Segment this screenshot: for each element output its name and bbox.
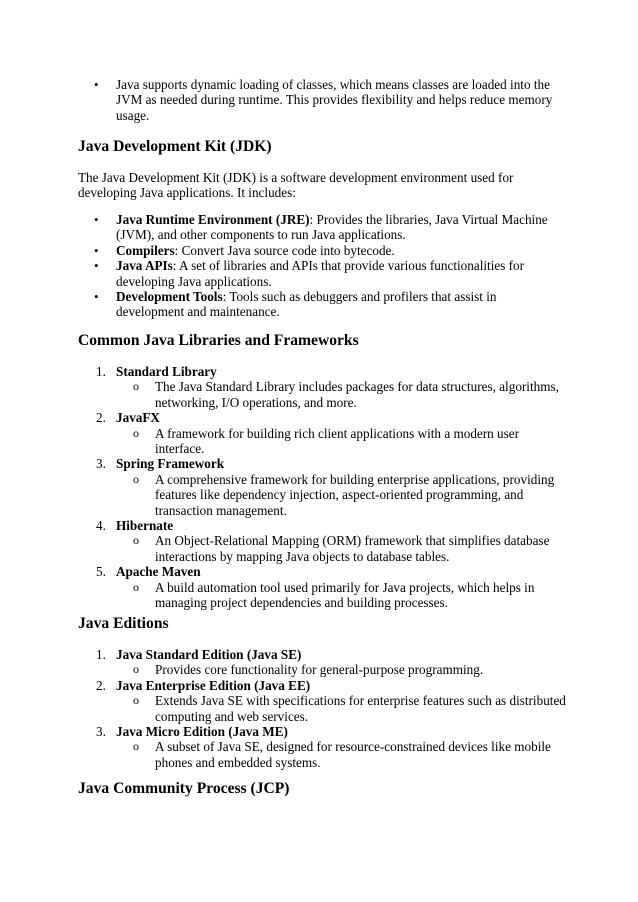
list-item [0,410,638,425]
sub-list-item [0,693,638,724]
list-item [0,518,638,533]
list-item-title: Spring Framework [116,456,225,472]
list-number: 3. [96,456,106,472]
list-number: 1. [96,647,106,662]
sub-item-text: Provides core functionality for general-purpose programming. [155,662,484,678]
sub-bullet-icon: o [133,579,139,594]
list-item [0,212,638,243]
list-item-title: Java Standard Edition (Java SE) [116,647,302,662]
list-number: 2. [96,677,106,693]
bullet-icon: • [94,258,99,274]
term: Development Tools [116,289,223,305]
section-heading-jcp: Java Community Process (JCP) [78,780,290,797]
sub-bullet-icon: o [133,379,139,394]
sub-list-item [0,580,638,611]
bullet-text: Java supports dynamic loading of classes, which means classes are loaded into the JVM as needed during runtime. This provides flexibility and helps reduce memory usage. [116,77,553,123]
sub-item-text: A comprehensive framework for building enterprise applications, providing features like dependency injection, aspect-oriented programming, and transaction management. [155,471,555,518]
sub-list-item [0,472,638,518]
list-item [0,456,638,471]
list-number: 3. [96,724,106,740]
list-number: 5. [96,564,106,580]
sub-item-text: A framework for building rich client applications with a modern user interface. [155,425,520,457]
term-desc: : A set of libraries and APIs that provide various functionalities for developing Java applications. [116,258,525,289]
sub-list-item [0,379,638,410]
list-number: 4. [96,518,106,534]
list-item-title: JavaFX [116,410,160,426]
term-desc: : Convert Java source code into bytecode. [174,242,395,258]
list-item [0,678,638,693]
bullet-icon: • [94,212,99,227]
jdk-bullet-list [0,212,638,320]
intro-bullet-list [0,77,638,123]
term-desc: : Tools such as debuggers and profilers that assist in development and maintenance. [116,289,497,320]
list-item [0,647,638,662]
jdk-paragraph: The Java Development Kit (JDK) is a software development environment used for developing Java applications. It includes: [78,170,514,201]
list-item [0,289,638,320]
sub-list-item [0,533,638,564]
list-item [0,364,638,379]
bullet-icon: • [94,289,99,305]
list-item [0,258,638,289]
list-item-title: Standard Library [116,364,217,379]
section-heading-editions: Java Editions [78,615,169,632]
libraries-ordered-list [0,364,638,611]
section-heading-libraries: Common Java Libraries and Frameworks [78,332,359,349]
list-number: 2. [96,410,106,426]
list-item-title: Java Micro Edition (Java ME) [116,724,288,740]
sub-bullet-icon: o [133,739,139,754]
sub-list-item [0,662,638,677]
list-item-title: Hibernate [116,518,174,534]
term-desc: : Provides the libraries, Java Virtual Machine (JVM), and other components to run Java applications. [116,212,548,243]
editions-ordered-list [0,647,638,770]
term: Compilers [116,242,175,258]
list-item [0,243,638,258]
sub-bullet-icon: o [133,693,139,708]
list-item [0,564,638,579]
bullet-icon: • [94,242,99,258]
bullet-icon: • [94,77,99,92]
sub-list-item [0,739,638,770]
sub-item-text: The Java Standard Library includes packages for data structures, algorithms, networking, I/O operations, and more. [155,379,559,410]
term: Java Runtime Environment (JRE) [116,212,310,227]
sub-item-text: Extends Java SE with specifications for enterprise features such as distributed computing and web services. [155,693,566,724]
term: Java APIs [116,258,173,274]
list-item-title: Apache Maven [116,564,201,580]
sub-item-text: An Object-Relational Mapping (ORM) framework that simplifies database interactions by mapping Java objects to database tables. [155,533,550,564]
list-item [0,724,638,739]
sub-bullet-icon: o [133,662,139,677]
section-heading-jdk: Java Development Kit (JDK) [78,138,272,155]
sub-bullet-icon: o [133,425,139,440]
sub-bullet-icon: o [133,471,139,486]
sub-list-item [0,426,638,457]
sub-item-text: A subset of Java SE, designed for resource-constrained devices like mobile phones and embedded systems. [155,739,551,770]
list-item-title: Java Enterprise Edition (Java EE) [116,677,311,693]
list-number: 1. [96,364,106,379]
list-item [0,77,638,123]
sub-bullet-icon: o [133,533,139,548]
sub-item-text: A build automation tool used primarily for Java projects, which helps in managing project dependencies and building processes. [155,579,535,611]
